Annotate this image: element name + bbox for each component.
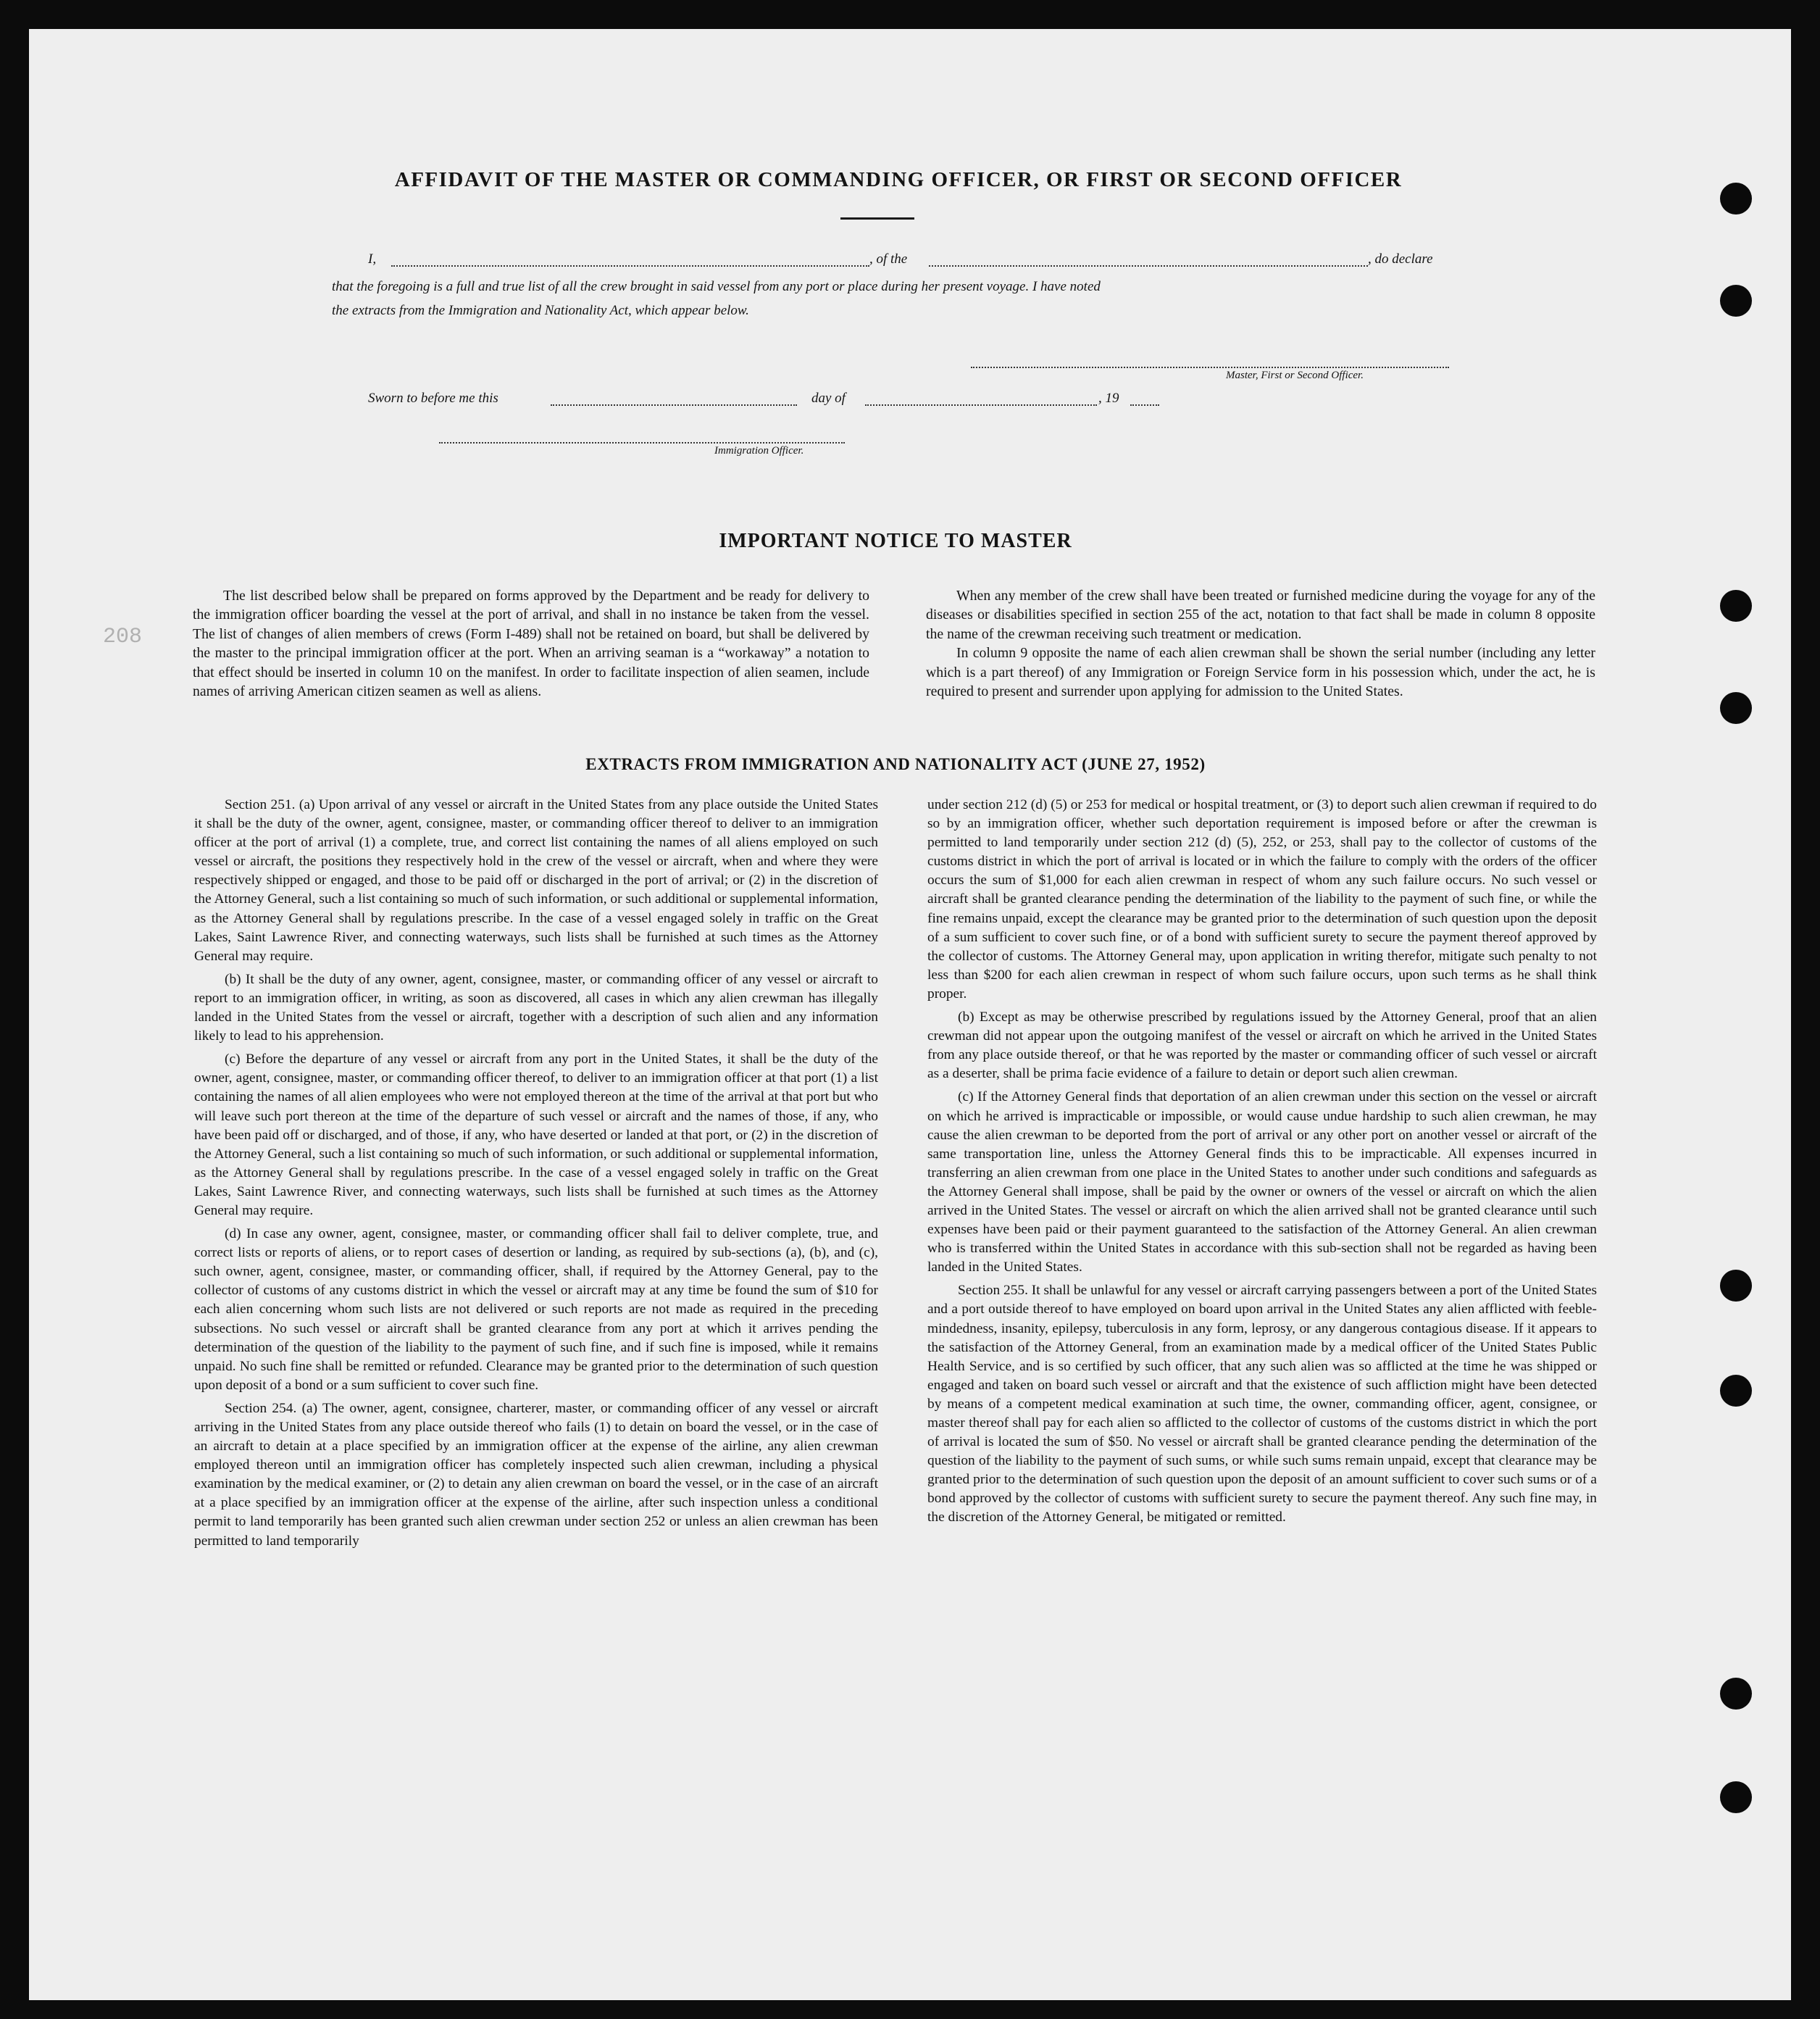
day-of-label: day of <box>811 391 846 406</box>
section-254-b: (b) Except as may be otherwise prescribed by regulations issued by the Attorney General, proof that an alien crewman did not appear upon the outgoing manifest of the vessel or aircraft on which he arrived in the United States from any place outside thereof, or that he was reported by the master or commanding officer of such vessel or aircraft as a deserter, shall be prima facie evidence of a failure to detain or deport such alien crewman. <box>927 1010 1597 1082</box>
margin-mark: 208 <box>103 625 143 649</box>
declaration-i: I, <box>368 251 377 267</box>
section-251-d: (d) In case any owner, agent, consignee, master, or commanding officer shall fail to deliver complete, true, and correct lists or reports of aliens, or to report cases of desertion or landing, as required by sub-sections (a), (b), and (c), such owner, agent, consignee, master, or commanding officer, shall, if required by the Attorney General, pay to the collector of customs of any customs district in which the vessel or aircraft may at any time be found the sum of $10 for each alien concerning whom such lists are not delivered or such reports are not made as required in the preceding subsections. No such vessel or aircraft shall be granted clearance from any port at which it arrives pending the determination of the question of the liability to the payment of such fine, and if such fine is imposed, while it remains unpaid. No such fine shall be remitted or refunded. Clearance may be granted prior to the determination of such question upon deposit of a bond or a sum sufficient to cover such fine. <box>194 1226 878 1393</box>
sworn-month-field[interactable] <box>865 404 1097 406</box>
section-254-a-cont: under section 212 (d) (5) or 253 for medical or hospital treatment, or (3) to deport such alien crewman if required to do so by an immigration officer, whether such deportation requirement is imposed before or after the crewman is permitted to land temporarily under section 212 (d) (5), 252, or 253, shall pay to the collector of customs of the customs district in which the port of arrival is located or in which the failure to comply with the orders of the officer occurs the sum of $1,000 for each alien crewman in respect of whom any such failure occurs. No such vessel or aircraft shall be granted clearance pending the determination of the liability to the payment of such fine, or while the fine remains unpaid, except the clearance may be granted prior to the determination of such question upon the deposit of a sum sufficient to cover such fine, or of a bond with sufficient surety to secure the payment thereof approved by the collector of customs. The Attorney General may, upon application in writing therefor, mitigate such penalty to not less than $200 for each alien crewman in respect of whom such failure occurs, upon such terms as he shall think proper. <box>927 797 1597 1002</box>
declaration-statement-cont: the extracts from the Immigration and Nationality Act, which appear below. <box>332 303 749 318</box>
master-signature-label: Master, First or Second Officer. <box>1226 370 1364 381</box>
notice-title: IMPORTANT NOTICE TO MASTER <box>719 530 1072 552</box>
section-254-c: (c) If the Attorney General finds that deportation of an alien crewman under this section on the vessel or aircraft on which he arrived is impracticable or impossible, or would cause undue hardship to such alien crewman, he may cause the alien crewman to be deported from the port of arrival or any other port on another vessel or aircraft of the same transportation line, unless the Attorney General finds this to be impracticable. All expenses incurred in transferring an alien crewman from one place in the United States to another under such conditions and safeguards as the Attorney General shall impose, shall be paid by the owner or owners of the vessel or aircraft on which the alien arrived in the United States. The vessel or aircraft on which the alien arrived shall not be granted clearance until such expenses have been paid or their payment guaranteed to the satisfaction of the Attorney General. An alien crewman who is transferred within the United States in accordance with this sub-section shall not be regarded as having been landed in the United States. <box>927 1089 1597 1275</box>
year-prefix: , 19 <box>1098 391 1119 406</box>
immigration-officer-label: Immigration Officer. <box>714 445 804 457</box>
sworn-day-field[interactable] <box>551 404 797 406</box>
notice-right-column <box>926 586 1595 705</box>
section-255: Section 255. It shall be unlawful for any vessel or aircraft carrying passengers between a port of the United States and a port outside thereof to have employed on board upon arrival in the United States any alien afflicted with feeble-mindedness, insanity, epilepsy, tuberculosis in any form, leprosy, or any dangerous contagious disease. If it appears to the satisfaction of the Attorney General, from an examination made by a medical officer of the United States Public Health Service, and is so certified by such officer, that any such alien was so afflicted at the time he was shipped or engaged and taken on board such vessel or aircraft and that the existence of such affliction might have been detected by means of a competent medical examination at such time, the owner, commanding officer, agent, consignee, or master thereof shall pay for each alien so afflicted to the collector of customs of the customs district in which the port of arrival is located the sum of $50. No vessel or aircraft shall be granted clearance pending the determination of the question of the liability to the payment of such sums, or while such sums remain unpaid, except that clearance may be granted prior to the determination of such question upon the deposit of an amount sufficient to cover such sums or of a bond approved by the collector of customs with sufficient surety to secure the payment thereof. Any such fine may, in the discretion of the Attorney General, be mitigated or remitted. <box>927 1283 1597 1525</box>
notice-left-column <box>193 586 869 705</box>
sworn-year-field[interactable] <box>1130 404 1159 406</box>
declaration-of-the: , of the <box>869 251 908 267</box>
vessel-name-field[interactable] <box>929 265 1368 267</box>
notice-right-text-2: In column 9 opposite the name of each alien crewman shall be shown the serial number (including any letter which is a part thereof) of any Immigration or Foreign Service form in his possession which, under the act, he is required to present and surrender upon applying for admission to the United States. <box>926 645 1595 700</box>
extracts-right-column <box>927 796 1597 1532</box>
extracts-left-column <box>194 796 878 1555</box>
extracts-title: EXTRACTS FROM IMMIGRATION AND NATIONALITY ACT (JUNE 27, 1952) <box>585 755 1206 773</box>
notice-right-text-1: When any member of the crew shall have been treated or furnished medicine during the voyage for any of the diseases or disabilities specified in section 255 of the act, notation to that fact shall be made in column 8 opposite the name of the crewman receiving such treatment or medication. <box>926 588 1595 642</box>
section-251-a: Section 251. (a) Upon arrival of any vessel or aircraft in the United States from any place outside the United States it shall be the duty of the owner, agent, consignee, master, or commanding officer thereof to deliver to an immigration officer at the port of arrival (1) a complete, true, and correct list containing the names of all aliens employed on such vessel or aircraft, the positions they respectively hold in the crew of the vessel or aircraft, when and where they were respectively shipped or engaged, and those to be paid off or discharged in the port of arrival; or (2) in the discretion of the Attorney General, such a list containing so much of such information, or such additional or supplemental information, as the Attorney General shall by regulations prescribe. In the case of a vessel engaged solely in traffic on the Great Lakes, Saint Lawrence River, and connecting waterways, such lists shall be furnished at such times as the Attorney General may require. <box>194 797 878 964</box>
declaration-do-declare: , do declare <box>1368 251 1433 267</box>
section-251-c: (c) Before the departure of any vessel or aircraft from any port in the United States, it shall be the duty of the owner, agent, consignee, master, or commanding officer thereof, to deliver to an immigration officer at that port (1) a list containing the names of all alien employees who were not employed thereon at the time of the arrival at that port but who will leave such port thereon at the time of the departure of such vessel or aircraft and the names of those, if any, who have been paid off or discharged, and of those, if any, who have deserted or landed at that port, or (2) in the discretion of the Attorney General, such a list containing so much of such information, or such additional or supplemental information, as the Attorney General shall by regulations prescribe. In the case of a vessel engaged solely in traffic on the Great Lakes, Saint Lawrence River, and connecting waterways, such lists shall be furnished at such times as the Attorney General may require. <box>194 1052 878 1218</box>
section-254-a: Section 254. (a) The owner, agent, consignee, charterer, master, or commanding officer of any vessel or aircraft arriving in the United States from any place outside thereof who fails (1) to detain on board the vessel, or in the case of an aircraft to detain at a place specified by an immigration officer at the expense of the airline, any alien crewman employed thereon until an immigration officer has completely inspected such alien crewman, including a physical examination by the medical examiner, or (2) to detain any alien crewman on board the vessel, or in the case of an aircraft at a place specified by an immigration officer at the expense of the airline, after such inspection unless a conditional permit to land temporarily has been granted such alien crewman under section 252 or unless an alien crewman has been permitted to land temporarily <box>194 1400 878 1549</box>
section-251-b: (b) It shall be the duty of any owner, agent, consignee, master, or commanding officer of any vessel or aircraft to report to an immigration officer, in writing, as soon as discovered, all cases in which any alien crewman has illegally landed in the United States from the vessel or aircraft, together with a description of such alien and any information likely to lead to his apprehension. <box>194 971 878 1044</box>
sworn-label: Sworn to before me this <box>368 391 498 406</box>
declarant-name-field[interactable] <box>391 265 869 267</box>
master-signature-line[interactable] <box>971 367 1449 368</box>
affidavit-title: AFFIDAVIT OF THE MASTER OR COMMANDING OFFICER, OR FIRST OR SECOND OFFICER <box>394 168 1403 191</box>
immigration-officer-signature-line[interactable] <box>439 442 845 444</box>
notice-left-text: The list described below shall be prepared on forms approved by the Department and be ready for delivery to the immigration officer boarding the vessel at the port of arrival, and shall in no instance be taken from the vessel. The list of changes of alien members of crews (Form I-489) shall not be retained on board, but shall be delivered by the master to the principal immigration officer at the port. When an arriving seaman is a “workaway” a notation to that effect should be inserted in column 10 on the manifest. In order to facilitate inspection of alien seamen, include names of arriving American citizen seamen as well as aliens. <box>193 588 869 700</box>
declaration-statement: that the foregoing is a full and true list of all the crew brought in said vessel from any port or place during her present voyage. I have noted <box>332 279 1101 294</box>
title-underline <box>840 217 914 220</box>
